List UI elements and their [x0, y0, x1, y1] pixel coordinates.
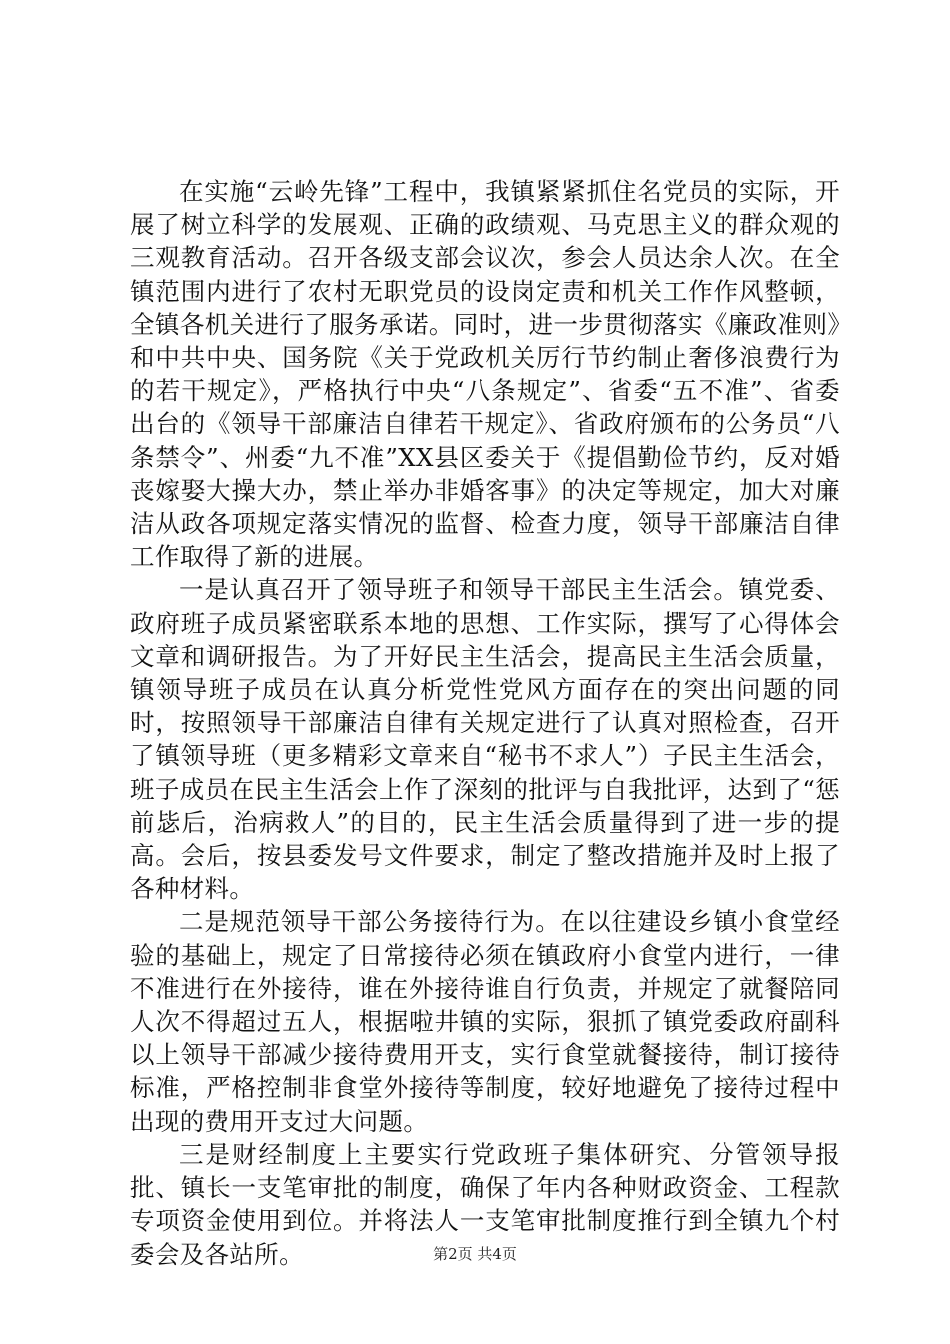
page-footer — [0, 1244, 950, 1264]
paragraph-2: 一是认真召开了领导班子和领导干部民主生活会。镇党委、政府班子成员紧密联系本地的思想、工作实际，撰写了心得体会文章和调研报告。为了开好民主生活会，提高民主生活会质量，镇领导班子成员在认真分析党性党风方面存在的突出问题的同时，按照领导干部廉洁自律有关规定进行了认真对照检查，召开了镇领导班（更多精彩文章来自“秘书不求人”）子民主生活会，班子成员在民主生活会上作了深刻的批评与自我批评，达到了“惩前毖后，治病救人”的目的，民主生活会质量得到了进一步的提高。会后，按县委发号文件要求，制定了整改措施并及时上报了各种材料。 — [130, 575, 840, 904]
document-body — [130, 175, 840, 1271]
paragraph-4: 三是财经制度上主要实行党政班子集体研究、分管领导报批、镇长一支笔审批的制度，确保了年内各种财政资金、工程款专项资金使用到位。并将法人一支笔审批制度推行到全镇九个村委会及各站所。 — [130, 1139, 840, 1269]
paragraph-1: 在实施“云岭先锋”工程中，我镇紧紧抓住名党员的实际，开展了树立科学的发展观、正确的政绩观、马克思主义的群众观的三观教育活动。召开各级支部会议次，参会人员达余人次。在全镇范围内进行了农村无职党员的设岗定责和机关工作作风整顿，全镇各机关进行了服务承诺。同时，进一步贯彻落实《廉政准则》和中共中央、国务院《关于党政机关厉行节约制止奢侈浪费行为的若干规定》，严格执行中央“八条规定”、省委“五不准”、省委出台的《领导干部廉洁自律若干规定》、省政府颁布的公务员“八条禁令”、州委“九不准”XX县区委关于《提倡勤俭节约，反对婚丧嫁娶大操大办，禁止举办非婚客事》的决定等规定，加大对廉洁从政各项规定落实情况的监督、检查力度，领导干部廉洁自律工作取得了新的进展。 — [130, 177, 840, 572]
page-number-label: 第2页 共4页 — [433, 1245, 517, 1263]
paragraph-3: 二是规范领导干部公务接待行为。在以往建设乡镇小食堂经验的基础上，规定了日常接待必须在镇政府小食堂内进行，一律不准进行在外接待，谁在外接待谁自行负责，并规定了就餐陪同人次不得超过五人，根据啦井镇的实际，狠抓了镇党委政府副科以上领导干部减少接待费用开支，实行食堂就餐接待，制订接待标准，严格控制非食堂外接待等制度，较好地避免了接待过程中出现的费用开支过大问题。 — [130, 907, 840, 1136]
